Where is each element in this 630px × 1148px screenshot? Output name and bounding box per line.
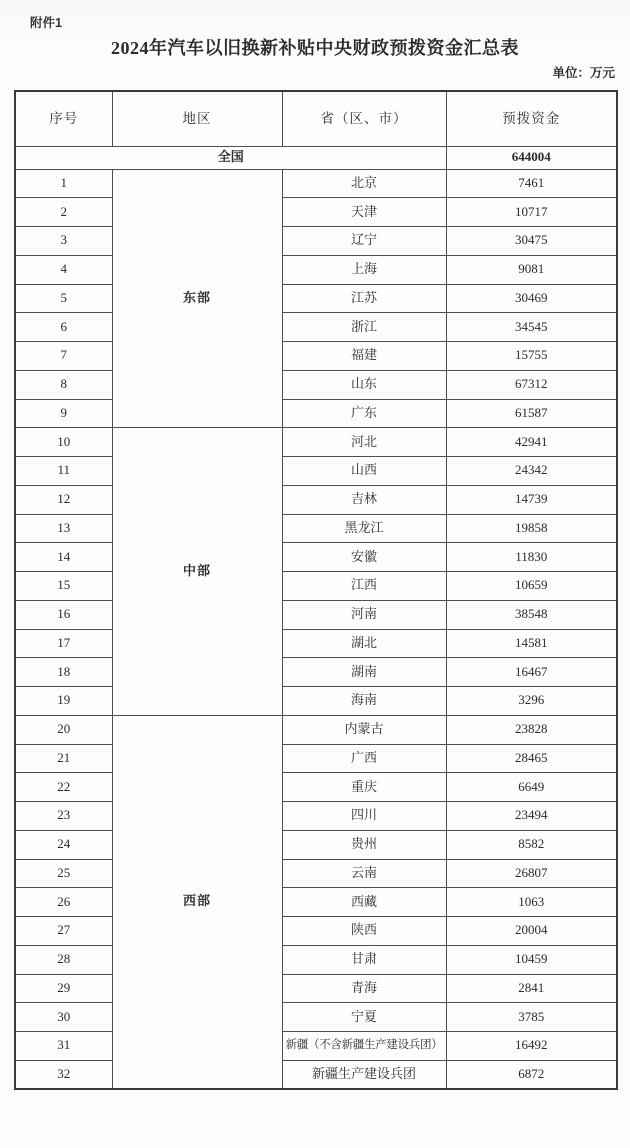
row-index: 26: [15, 888, 112, 917]
row-index: 27: [15, 917, 112, 946]
province-cell: 宁夏: [282, 1003, 446, 1032]
row-index: 31: [15, 1032, 112, 1061]
province-cell: 上海: [282, 255, 446, 284]
province-cell: 江苏: [282, 284, 446, 313]
row-index: 3: [15, 227, 112, 256]
table-row: [15, 600, 617, 629]
region-cell: 东部: [112, 169, 282, 428]
amount-cell: 11830: [446, 543, 617, 572]
row-index: 30: [15, 1003, 112, 1032]
amount-cell: 19858: [446, 514, 617, 543]
table-row: [15, 830, 617, 859]
row-index: 32: [15, 1060, 112, 1089]
province-cell: 湖南: [282, 658, 446, 687]
amount-cell: 24342: [446, 457, 617, 486]
table-row: [15, 342, 617, 371]
province-cell: 海南: [282, 687, 446, 716]
row-index: 17: [15, 629, 112, 658]
header-index: 序号: [15, 91, 112, 146]
amount-cell: 42941: [446, 428, 617, 457]
row-index: 28: [15, 945, 112, 974]
amount-cell: 23828: [446, 715, 617, 744]
row-index: 19: [15, 687, 112, 716]
province-cell: 浙江: [282, 313, 446, 342]
amount-cell: 16467: [446, 658, 617, 687]
table-row: [15, 284, 617, 313]
amount-cell: 14581: [446, 629, 617, 658]
amount-cell: 67312: [446, 370, 617, 399]
amount-cell: 14739: [446, 485, 617, 514]
row-index: 7: [15, 342, 112, 371]
amount-cell: 15755: [446, 342, 617, 371]
table-row: [15, 255, 617, 284]
amount-cell: 6649: [446, 773, 617, 802]
row-index: 8: [15, 370, 112, 399]
table-row: [15, 457, 617, 486]
row-index: 1: [15, 169, 112, 198]
province-cell: 西藏: [282, 888, 446, 917]
row-index: 13: [15, 514, 112, 543]
province-cell: 北京: [282, 169, 446, 198]
province-cell: 山东: [282, 370, 446, 399]
header-region: 地区: [112, 91, 282, 146]
national-label: 全国: [15, 146, 446, 169]
table-row: [15, 198, 617, 227]
province-cell: 青海: [282, 974, 446, 1003]
table-row: [15, 514, 617, 543]
province-cell: 内蒙古: [282, 715, 446, 744]
amount-cell: 26807: [446, 859, 617, 888]
amount-cell: 10717: [446, 198, 617, 227]
row-index: 14: [15, 543, 112, 572]
amount-cell: 30475: [446, 227, 617, 256]
table-row: [15, 888, 617, 917]
amount-cell: 3785: [446, 1003, 617, 1032]
province-cell: 辽宁: [282, 227, 446, 256]
row-index: 12: [15, 485, 112, 514]
amount-cell: 61587: [446, 399, 617, 428]
row-index: 25: [15, 859, 112, 888]
province-cell: 重庆: [282, 773, 446, 802]
amount-cell: 2841: [446, 974, 617, 1003]
table-row: [15, 802, 617, 831]
summary-table: [14, 90, 618, 1090]
province-cell: 甘肃: [282, 945, 446, 974]
row-index: 18: [15, 658, 112, 687]
province-cell: 新疆生产建设兵团: [282, 1060, 446, 1089]
table-row: [15, 859, 617, 888]
amount-cell: 1063: [446, 888, 617, 917]
national-row: [15, 146, 617, 169]
province-cell: 广西: [282, 744, 446, 773]
row-index: 4: [15, 255, 112, 284]
province-cell: 福建: [282, 342, 446, 371]
row-index: 29: [15, 974, 112, 1003]
row-index: 10: [15, 428, 112, 457]
amount-cell: 10459: [446, 945, 617, 974]
table-row: [15, 313, 617, 342]
province-cell: 安徽: [282, 543, 446, 572]
row-index: 2: [15, 198, 112, 227]
table-row: [15, 428, 617, 457]
table-row: [15, 945, 617, 974]
amount-cell: 28465: [446, 744, 617, 773]
province-cell: 湖北: [282, 629, 446, 658]
province-cell: 黑龙江: [282, 514, 446, 543]
table-row: [15, 572, 617, 601]
attachment-label: 附件1: [30, 16, 62, 30]
region-cell: 西部: [112, 715, 282, 1089]
amount-cell: 23494: [446, 802, 617, 831]
row-index: 23: [15, 802, 112, 831]
province-cell: 贵州: [282, 830, 446, 859]
province-cell: 江西: [282, 572, 446, 601]
table-row: [15, 658, 617, 687]
amount-cell: 16492: [446, 1032, 617, 1061]
province-cell: 河北: [282, 428, 446, 457]
amount-cell: 6872: [446, 1060, 617, 1089]
amount-cell: 34545: [446, 313, 617, 342]
amount-cell: 8582: [446, 830, 617, 859]
table-row: [15, 715, 617, 744]
row-index: 5: [15, 284, 112, 313]
row-index: 6: [15, 313, 112, 342]
header-row: [15, 91, 617, 146]
national-amount: 644004: [446, 146, 617, 169]
row-index: 9: [15, 399, 112, 428]
table-row: [15, 1003, 617, 1032]
table-row: [15, 974, 617, 1003]
table-row: [15, 399, 617, 428]
amount-cell: 9081: [446, 255, 617, 284]
table-row: [15, 773, 617, 802]
row-index: 24: [15, 830, 112, 859]
amount-cell: 30469: [446, 284, 617, 313]
amount-cell: 3296: [446, 687, 617, 716]
province-cell: 云南: [282, 859, 446, 888]
amount-cell: 10659: [446, 572, 617, 601]
amount-cell: 38548: [446, 600, 617, 629]
table-row: [15, 917, 617, 946]
amount-cell: 20004: [446, 917, 617, 946]
table-row: [15, 744, 617, 773]
header-province: 省（区、市）: [282, 91, 446, 146]
unit-label: 单位：万元: [552, 66, 615, 80]
row-index: 16: [15, 600, 112, 629]
province-cell: 山西: [282, 457, 446, 486]
row-index: 11: [15, 457, 112, 486]
province-cell: 天津: [282, 198, 446, 227]
province-cell: 陕西: [282, 917, 446, 946]
table-row: [15, 485, 617, 514]
region-cell: 中部: [112, 428, 282, 716]
page-title: 2024年汽车以旧换新补贴中央财政预拨资金汇总表: [111, 38, 519, 58]
province-cell: 吉林: [282, 485, 446, 514]
amount-cell: 7461: [446, 169, 617, 198]
table-row: [15, 169, 617, 198]
header-amount: 预拨资金: [446, 91, 617, 146]
row-index: 22: [15, 773, 112, 802]
province-cell: 四川: [282, 802, 446, 831]
table-row: [15, 1032, 617, 1061]
row-index: 15: [15, 572, 112, 601]
table-row: [15, 687, 617, 716]
row-index: 21: [15, 744, 112, 773]
table-row: [15, 370, 617, 399]
table-row: [15, 543, 617, 572]
province-cell: 广东: [282, 399, 446, 428]
table-row: [15, 227, 617, 256]
table-row: [15, 1060, 617, 1089]
province-cell: 河南: [282, 600, 446, 629]
row-index: 20: [15, 715, 112, 744]
province-cell: 新疆（不含新疆生产建设兵团）: [282, 1032, 446, 1061]
table-row: [15, 629, 617, 658]
